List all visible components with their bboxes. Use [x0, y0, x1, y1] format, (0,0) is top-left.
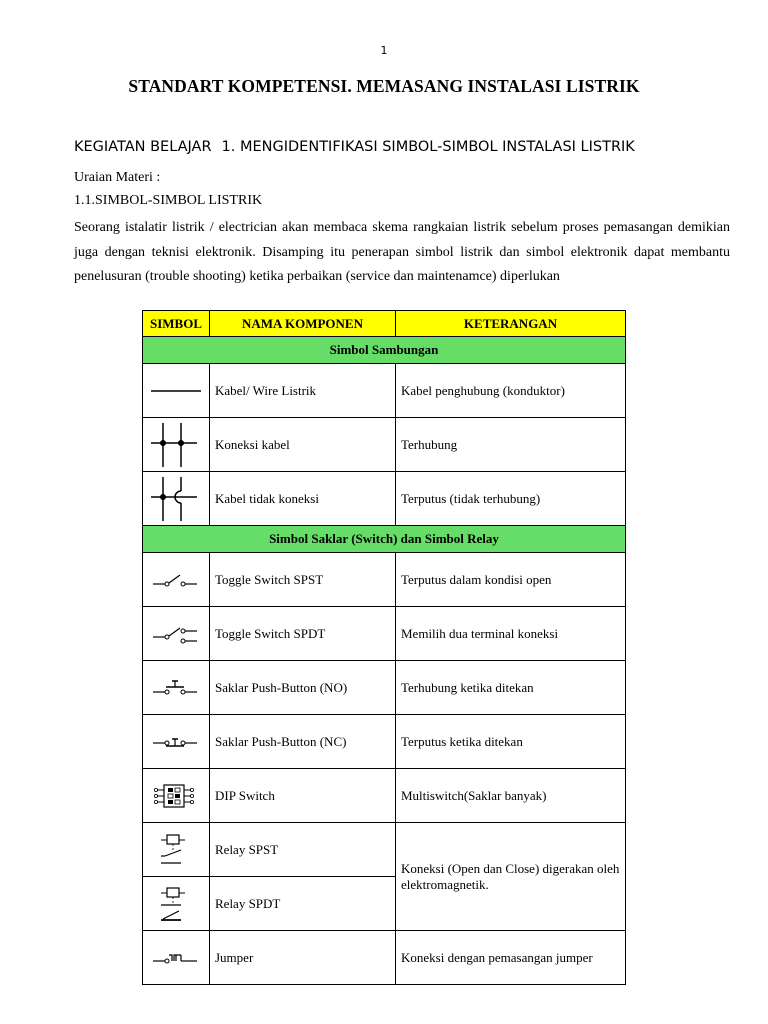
section-switch-relay: Simbol Saklar (Switch) dan Simbol Relay — [143, 526, 626, 553]
table-row — [143, 418, 626, 472]
section-heading: 1.1.SIMBOL-SIMBOL LISTRIK — [74, 193, 263, 208]
table-row — [143, 769, 626, 823]
intro-paragraph: Seorang istalatir listrik / electrician akan membaca skema rangkaian listrik sebelum proses pemasangan demikian juga dengan teknisi elektronik. Disamping itu penerapan simbol listrik dan simbol elektronik dapat membantu penelusuran (trouble shooting) ketika perbaikan (service dan maintenamce) diperlukan — [74, 220, 730, 284]
page-title: STANDART KOMPETENSI. MEMASANG INSTALASI LISTRIK — [128, 76, 640, 96]
component-desc: Memilih dua terminal koneksi — [396, 607, 626, 661]
section-connection: Simbol Sambungan — [143, 337, 626, 364]
component-name: Jumper — [210, 931, 396, 985]
dip-switch-icon — [143, 769, 210, 823]
component-desc: Kabel penghubung (konduktor) — [396, 364, 626, 418]
component-desc: Multiswitch(Saklar banyak) — [396, 769, 626, 823]
table-row — [143, 823, 626, 877]
spst-switch-icon — [143, 553, 210, 607]
header-component-name: NAMA KOMPONEN — [210, 311, 396, 337]
component-desc: Koneksi (Open dan Close) digerakan oleh elektromagnetik. — [396, 823, 626, 931]
activity-title: 1. MENGIDENTIFIKASI SIMBOL-SIMBOL INSTALASI LISTRIK — [221, 139, 635, 155]
component-name: Toggle Switch SPDT — [210, 607, 396, 661]
table-header-row — [143, 311, 626, 337]
header-description: KETERANGAN — [396, 311, 626, 337]
component-desc: Terputus ketika ditekan — [396, 715, 626, 769]
component-desc: Terputus dalam kondisi open — [396, 553, 626, 607]
relay-spdt-icon — [143, 877, 210, 931]
relay-spst-icon — [143, 823, 210, 877]
section-row — [143, 526, 626, 553]
table-row — [143, 472, 626, 526]
component-desc: Terhubung — [396, 418, 626, 472]
material-label: Uraian Materi : — [74, 170, 161, 185]
header-symbol: SIMBOL — [143, 311, 210, 337]
table-row — [143, 715, 626, 769]
push-button-no-icon — [143, 661, 210, 715]
table-row — [143, 931, 626, 985]
activity-label: KEGIATAN BELAJAR — [74, 139, 212, 155]
section-row — [143, 337, 626, 364]
push-button-nc-icon — [143, 715, 210, 769]
component-desc: Terhubung ketika ditekan — [396, 661, 626, 715]
component-desc: Terputus (tidak terhubung) — [396, 472, 626, 526]
spdt-switch-icon — [143, 607, 210, 661]
component-name: Saklar Push-Button (NO) — [210, 661, 396, 715]
component-name: Relay SPST — [210, 823, 396, 877]
table-row — [143, 553, 626, 607]
component-name: Relay SPDT — [210, 877, 396, 931]
page-number: 1 — [380, 44, 388, 57]
junction-icon — [143, 418, 210, 472]
component-desc: Koneksi dengan pemasangan jumper — [396, 931, 626, 985]
component-name: DIP Switch — [210, 769, 396, 823]
jumper-icon — [143, 931, 210, 985]
table-row — [143, 661, 626, 715]
symbol-table — [142, 310, 626, 985]
component-name: Saklar Push-Button (NC) — [210, 715, 396, 769]
table-row — [143, 364, 626, 418]
component-name: Koneksi kabel — [210, 418, 396, 472]
activity-heading — [74, 139, 635, 155]
component-name: Toggle Switch SPST — [210, 553, 396, 607]
crossover-icon — [143, 472, 210, 526]
table-row — [143, 607, 626, 661]
component-name: Kabel/ Wire Listrik — [210, 364, 396, 418]
wire-icon — [143, 364, 210, 418]
component-name: Kabel tidak koneksi — [210, 472, 396, 526]
